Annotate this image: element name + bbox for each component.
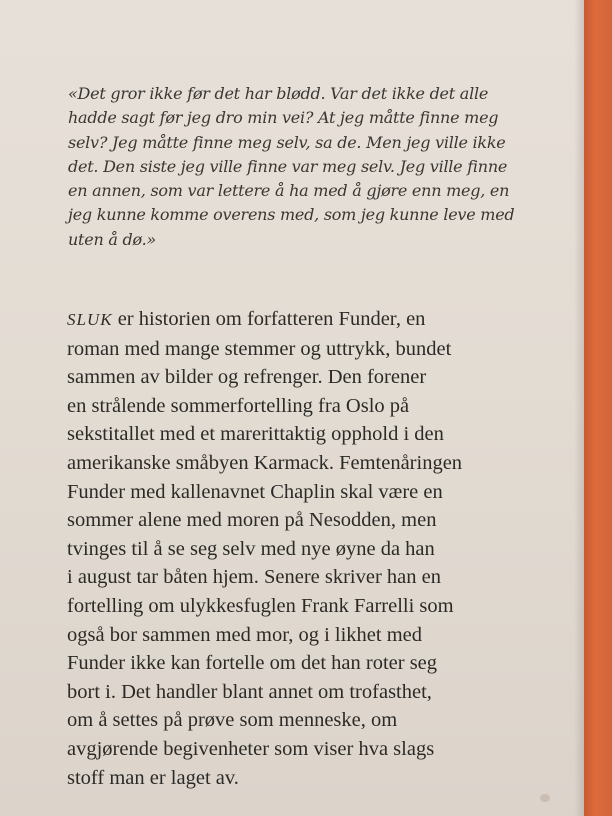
quote-line: en annen, som var lettere å ha med å gjøre enn meg, en <box>68 181 510 201</box>
blurb-line: stoff man er laget av. <box>67 766 239 789</box>
blurb-line: roman med mange stemmer og uttrykk, bundet <box>67 337 452 360</box>
blurb-line: sekstitallet med et marerittaktig opphold i den <box>67 423 444 446</box>
book-title: SLUK <box>67 310 113 329</box>
blurb-line: en strålende sommerfortelling fra Oslo på <box>67 394 410 417</box>
paper-stain <box>540 794 550 802</box>
book-description <box>67 305 537 792</box>
quote-line: jeg kunne komme overens med, som jeg kunne leve med <box>68 205 515 225</box>
quote-line: uten å dø.» <box>68 229 156 249</box>
blurb-line: sammen av bilder og refrenger. Den forener <box>67 366 427 389</box>
blurb-line: tvinges til å se seg selv med nye øyne da han <box>67 537 435 560</box>
blurb-line: i august tar båten hjem. Senere skriver han en <box>67 566 441 589</box>
quote-line: det. Den siste jeg ville finne var meg selv. Jeg ville finne <box>68 156 508 176</box>
blurb-line: avgjørende begivenheter som viser hva slags <box>67 737 435 760</box>
blurb-line: sommer alene med moren på Nesodden, men <box>67 509 437 532</box>
quote-line: selv? Jeg måtte finne meg selv, sa de. Men jeg ville ikke <box>68 132 506 152</box>
blurb-line: amerikanske småbyen Karmack. Femtenåringen <box>67 451 463 474</box>
quote-line: hadde sagt før jeg dro min vei? At jeg måtte finne meg <box>68 108 499 128</box>
blurb-line: Funder ikke kan fortelle om det han roter seg <box>67 652 438 675</box>
blurb-line: Funder med kallenavnet Chaplin skal være en <box>67 480 443 503</box>
blurb-line: også bor sammen med mor, og i likhet med <box>67 623 423 646</box>
page-edge-shadow <box>574 0 584 816</box>
blurb-line: bort i. Det handler blant annet om trofasthet, <box>67 680 432 703</box>
blurb-first-line <box>67 305 537 335</box>
blurb-line: om å settes på prøve som menneske, om <box>67 709 398 732</box>
epigraph-quote <box>68 82 538 252</box>
blurb-text: er historien om forfatteren Funder, en <box>112 308 426 330</box>
quote-line: «Det gror ikke før det har blødd. Var det ikke det alle <box>68 84 489 103</box>
blurb-line: fortelling om ulykkesfuglen Frank Farrelli som <box>67 594 454 617</box>
orange-cover-edge <box>584 0 612 816</box>
